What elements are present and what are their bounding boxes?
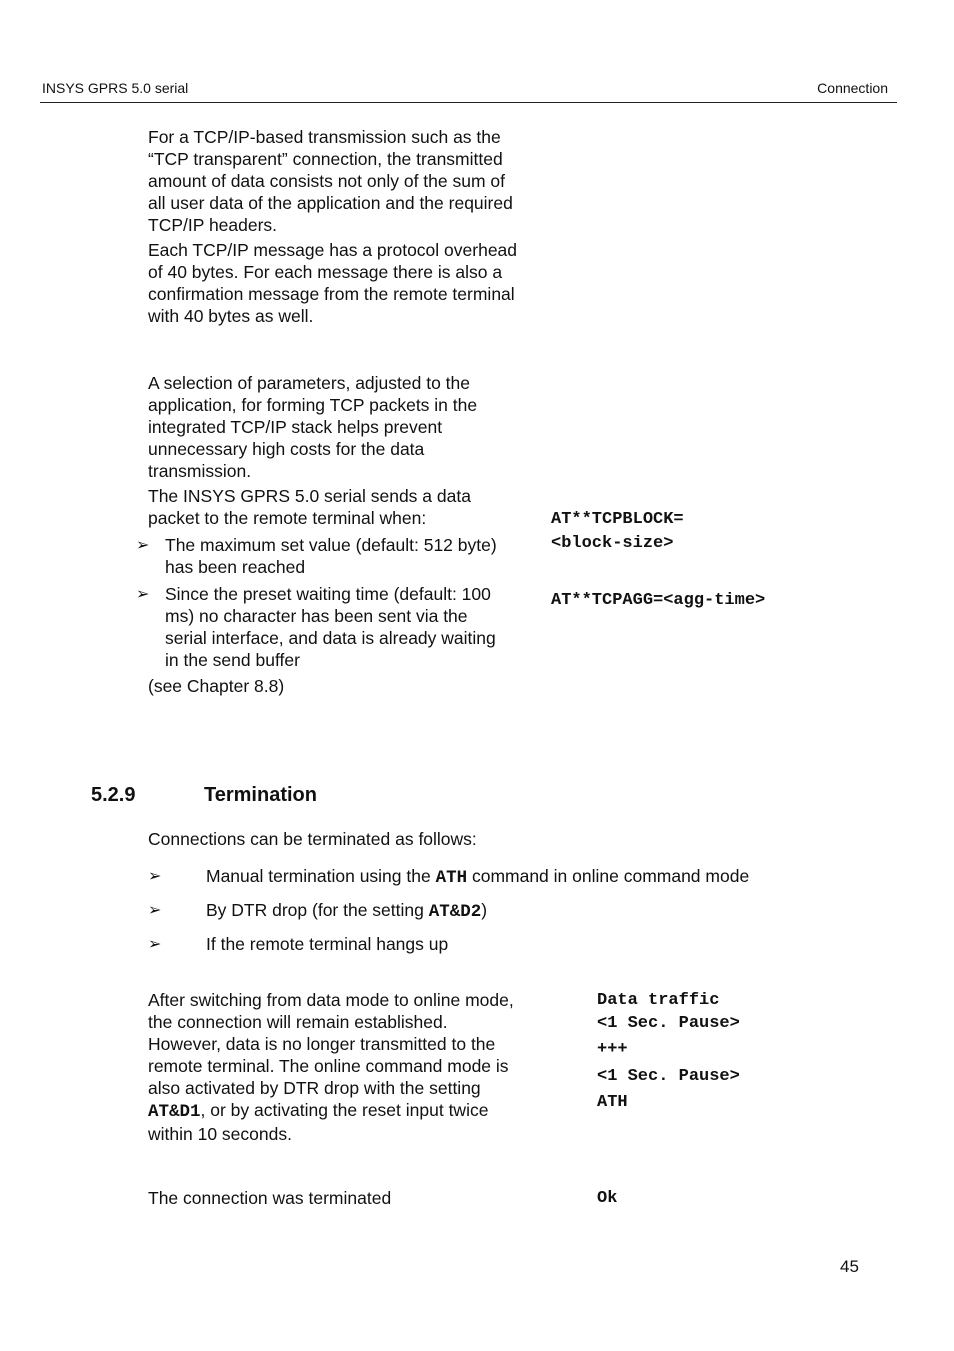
bullet-waiting-time: Since the preset waiting time (default: 100 ms) no character has been sent via the serial interface, and data is already waiting in the send buffer <box>165 584 496 670</box>
paragraph-send-when: The INSYS GPRS 5.0 serial sends a data packet to the remote terminal when: <box>148 486 471 528</box>
termination-item-manual: Manual termination using the ATH command in online command mode <box>206 866 750 888</box>
see-chapter-reference: (see Chapter 8.8) <box>148 676 285 696</box>
code-line-plus: +++ <box>597 1040 628 1059</box>
code-line-data-traffic: Data traffic <box>597 991 720 1010</box>
code-escape-sequence <box>597 988 740 1117</box>
termination-intro: Connections can be terminated as follows: <box>148 829 477 849</box>
header-rule <box>40 102 897 103</box>
bullet-arrow-icon: ➢ <box>136 537 150 554</box>
code-tcpblock-line1: AT**TCPBLOCK= <box>551 510 684 529</box>
paragraph-protocol-overhead: Each TCP/IP message has a protocol overhead of 40 bytes. For each message there is also a confirmation message from the remote terminal with 40 bytes as well. <box>148 240 518 326</box>
running-header-section: Connection <box>817 80 888 96</box>
code-line-pause-1: <1 Sec. Pause> <box>597 1013 740 1033</box>
running-header-title: INSYS GPRS 5.0 serial <box>42 80 189 96</box>
terminated-text: The connection was terminated <box>148 1188 392 1208</box>
code-line-ath: ATH <box>597 1093 628 1112</box>
code-ok: Ok <box>597 1189 618 1208</box>
termination-item-hangup: If the remote terminal hangs up <box>206 934 449 954</box>
section-title: Termination <box>204 784 317 806</box>
section-number: 5.2.9 <box>91 784 136 806</box>
code-line-pause-2: <1 Sec. Pause> <box>597 1066 740 1086</box>
page-number: 45 <box>840 1257 859 1276</box>
bullet-arrow-icon: ➢ <box>148 868 162 885</box>
bullet-arrow-icon: ➢ <box>148 936 162 953</box>
paragraph-tcp-overhead: For a TCP/IP-based transmission such as the “TCP transparent” connection, the transmitted amount of data consists not only of the sum of all user data of the application and the required TCP/IP headers. <box>148 127 513 235</box>
code-tcpblock-line2: <block-size> <box>551 534 674 553</box>
bullet-arrow-icon: ➢ <box>148 902 162 919</box>
bullet-arrow-icon: ➢ <box>136 586 150 603</box>
paragraph-online-mode: After switching from data mode to online mode, the connection will remain established. However, data is no longer transmitted to the remote terminal. The online command mode is also activated by DTR drop with the setting AT&D1, or by activating the reset input twice within 10 seconds. <box>148 990 514 1144</box>
bullet-max-value: The maximum set value (default: 512 byte) has been reached <box>165 535 497 577</box>
paragraph-parameters: A selection of parameters, adjusted to the application, for forming TCP packets in the integrated TCP/IP stack helps prevent unnecessary high costs for the data transmission. <box>148 373 478 481</box>
termination-item-dtr: By DTR drop (for the setting AT&D2) <box>206 900 488 922</box>
code-tcpagg: AT**TCPAGG=<agg-time> <box>551 591 766 610</box>
